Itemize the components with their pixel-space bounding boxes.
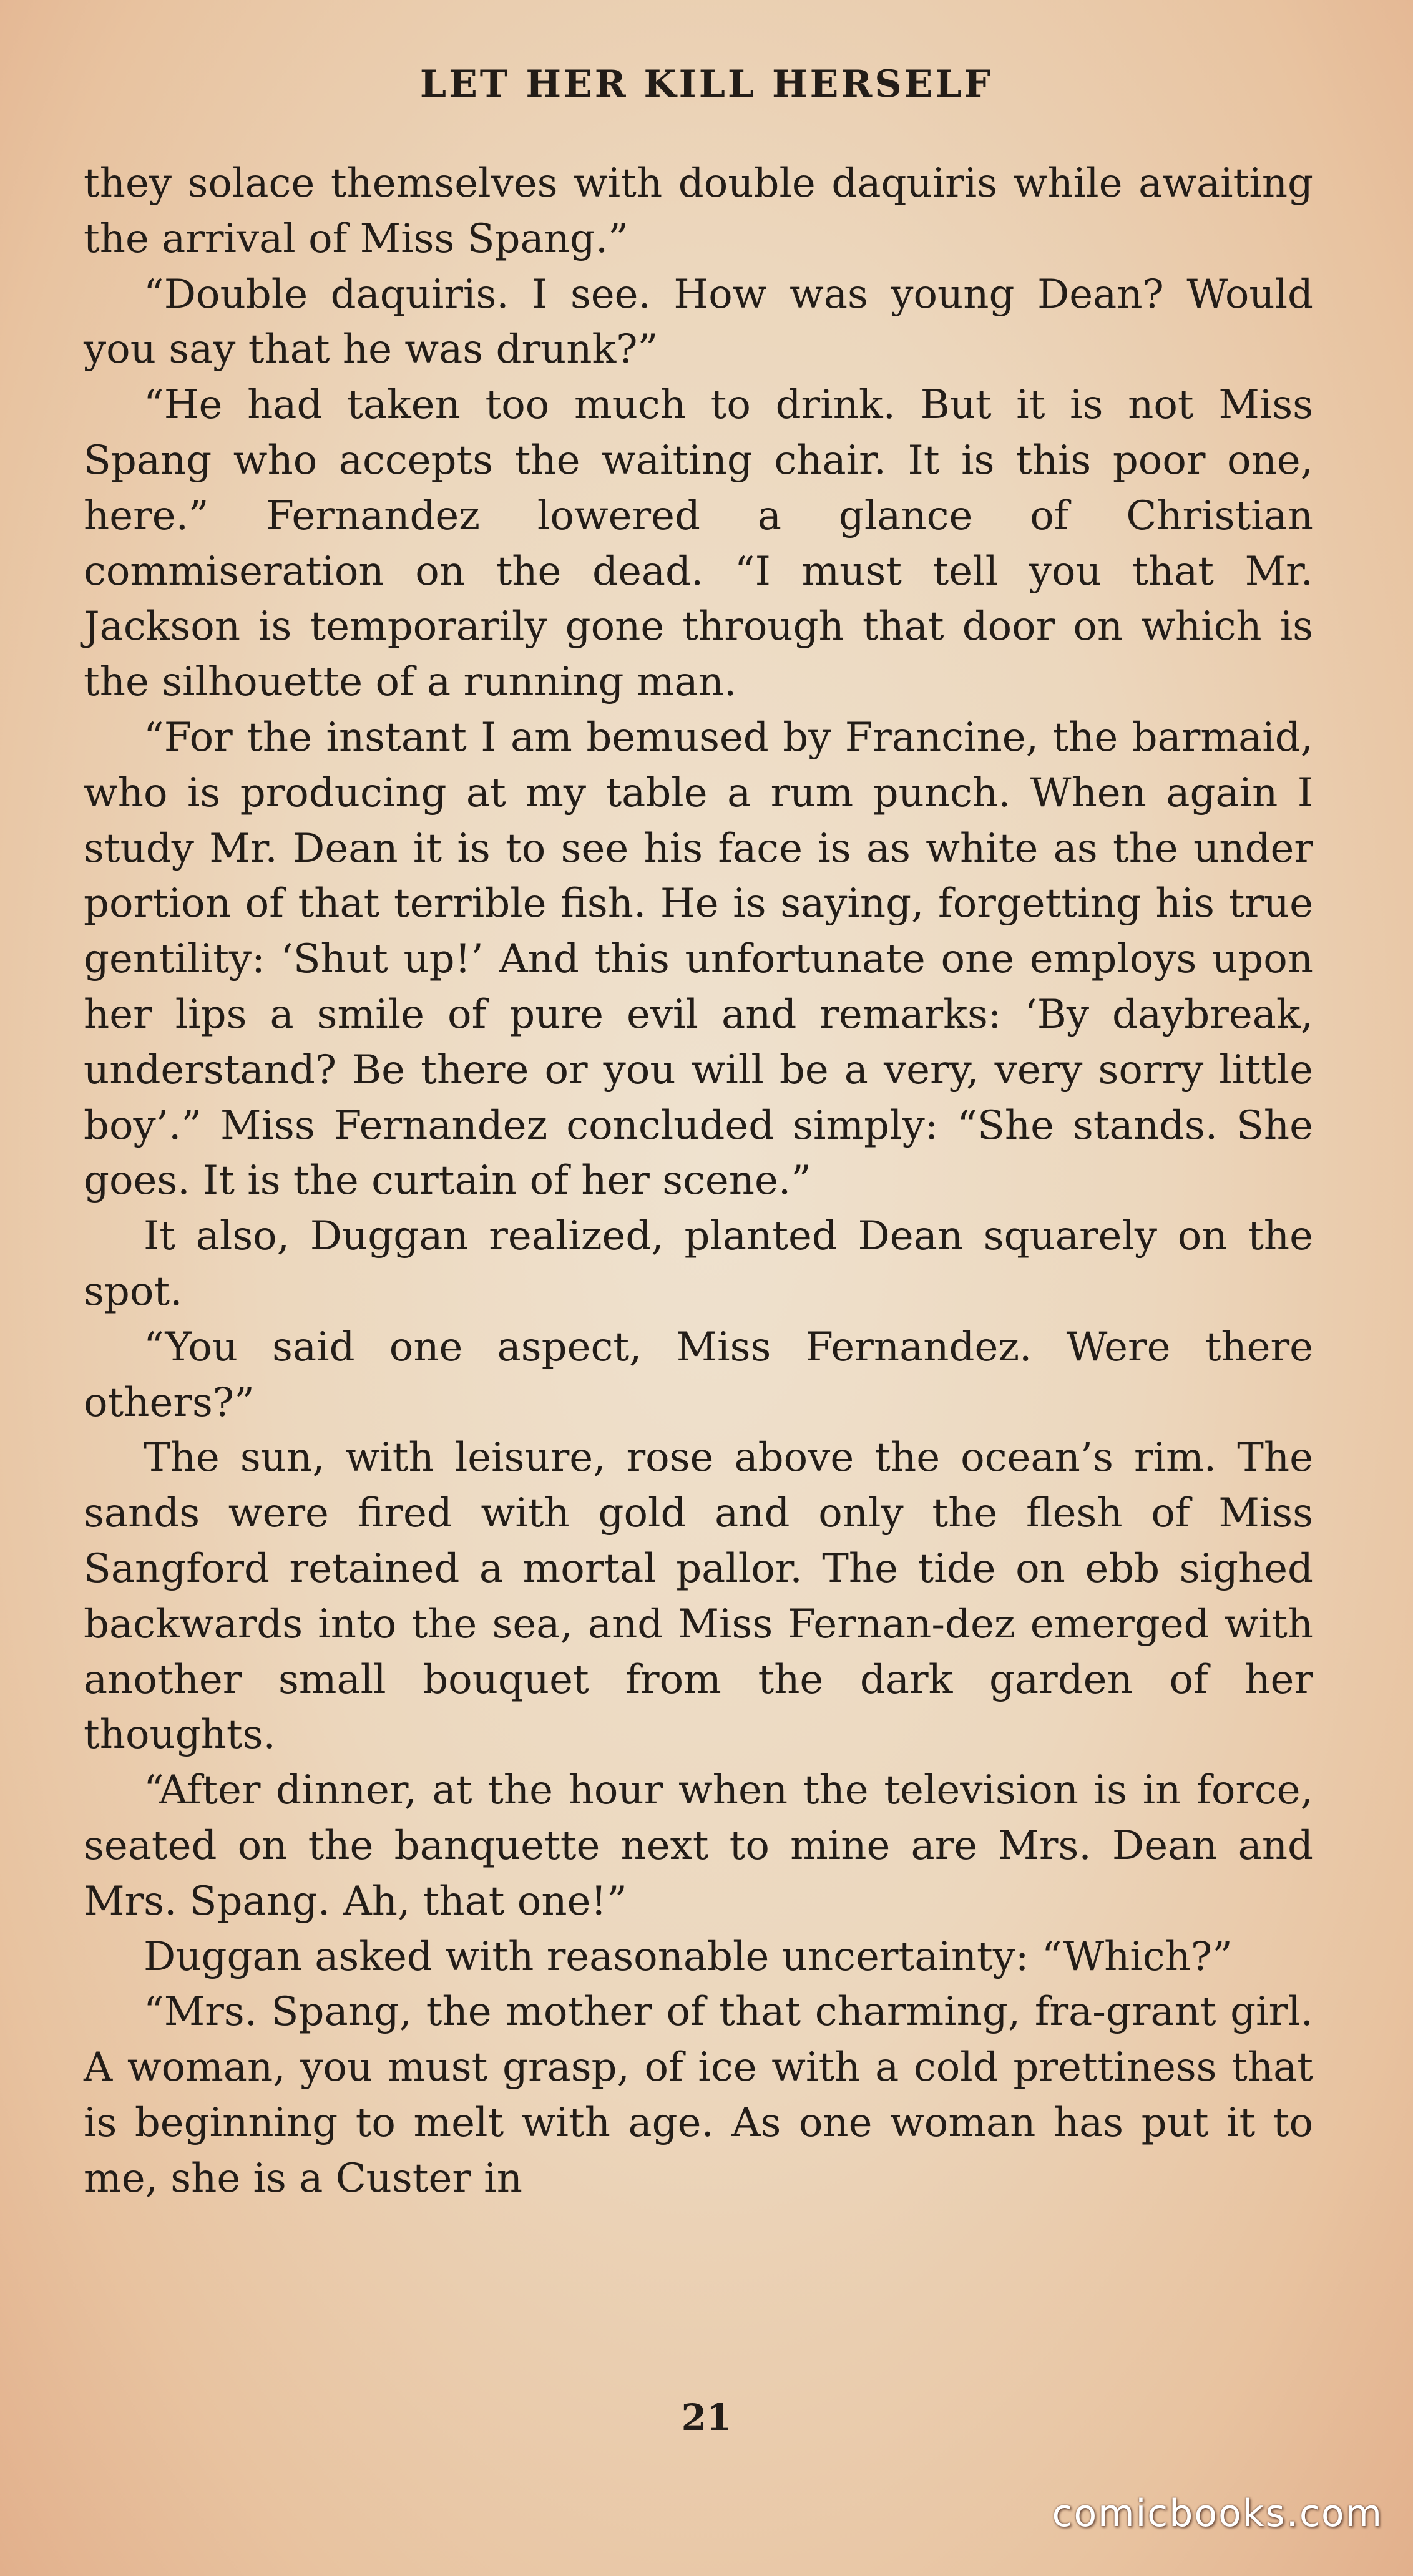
paragraph: Duggan asked with reasonable uncertainty: “Which?”	[144, 1933, 1233, 1980]
running-head: LET HER KILL HERSELF	[419, 62, 994, 106]
paragraph: “You said one aspect, Miss Fernandez. Were there others?”	[84, 1324, 1313, 1426]
paragraph: “Mrs. Spang, the mother of that charming, fra-grant girl. A woman, you must grasp, of ice with a cold prettiness that is beginning to melt with age. As one woman has put it to me, she is a Custer in	[84, 1989, 1313, 2202]
paragraph: “After dinner, at the hour when the television is in force, seated on the banquette next to mine are Mrs. Dean and Mrs. Spang. Ah, that one!”	[84, 1767, 1313, 1925]
page-number: 21	[681, 2396, 732, 2439]
paragraph: It also, Duggan realized, planted Dean squarely on the spot.	[84, 1213, 1313, 1315]
watermark: comicbooks.com	[1052, 2492, 1383, 2535]
paragraph: “Double daquiris. I see. How was young Dean? Would you say that he was drunk?”	[84, 271, 1313, 373]
body-text	[84, 156, 1313, 2206]
paragraph: The sun, with leisure, rose above the ocean’s rim. The sands were fired with gold and only the flesh of Miss Sangford retained a mortal pallor. The tide on ebb sighed backwards into the sea, and Miss Fernan-dez emerged with another small bouquet from the dark garden of her thoughts.	[84, 1435, 1313, 1759]
paragraph: “For the instant I am bemused by Francine, the barmaid, who is producing at my table a rum punch. When again I study Mr. Dean it is to see his face is as white as the under portion of that terrible fish. He is saying, forgetting his true gentility: ‘Shut up!’ And this unfortunate one employs upon her lips a smile of pure evil and remarks: ‘By daybreak, understand? Be there or you will be a very, very sorry little boy’.” Miss Fernandez concluded simply: “She stands. She goes. It is the curtain of her scene.”	[84, 714, 1313, 1204]
paragraph: they solace themselves with double daquiris while awaiting the arrival of Miss Spang.”	[84, 160, 1313, 262]
paragraph: “He had taken too much to drink. But it is not Miss Spang who accepts the waiting chair. It is this poor one, here.” Fernandez lowered a glance of Christian commiseration on the dead. “I must tell you that Mr. Jackson is temporarily gone through that door on which is the silhouette of a running man.	[84, 382, 1313, 706]
